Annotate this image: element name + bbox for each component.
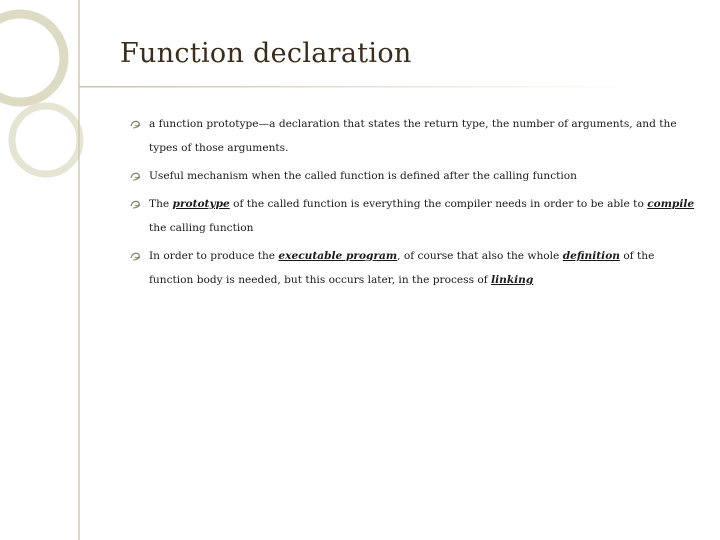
slide-title: Function declaration [120,38,412,69]
bullet-text: , of course that also the whole [397,250,563,262]
bullet-item [130,192,702,240]
bullet-item [130,164,702,188]
decorative-ring-large [0,14,64,102]
bullet-item [130,112,702,160]
emphasized-term: executable program [278,250,398,262]
bullet-text: of the function body is needed, but this occurs later, in the process of [149,250,655,286]
swirl-bullet-icon [130,251,141,261]
swirl-bullet-icon [130,199,141,209]
decorative-ring-small [12,106,80,174]
bullet-text: the calling function [149,222,254,234]
swirl-bullet-icon [130,171,141,181]
bullet-text: Useful mechanism when the called function is defined after the calling function [149,170,577,182]
emphasized-term: definition [562,250,620,262]
emphasized-term: prototype [172,198,230,210]
bullet-item [130,244,702,292]
bullet-text: of the called function is everything the compiler needs in order to be able to [229,198,648,210]
swirl-bullet-icon [130,119,141,129]
title-underline [79,86,639,88]
emphasized-term: linking [491,274,534,286]
bullet-text: In order to produce the [149,250,279,262]
bullet-text: The [149,198,173,210]
emphasized-term: compile [647,198,695,210]
bullet-text: a function prototype—a declaration that states the return type, the number of arguments, and the types of those arguments. [149,118,677,154]
bullet-list [130,112,702,296]
